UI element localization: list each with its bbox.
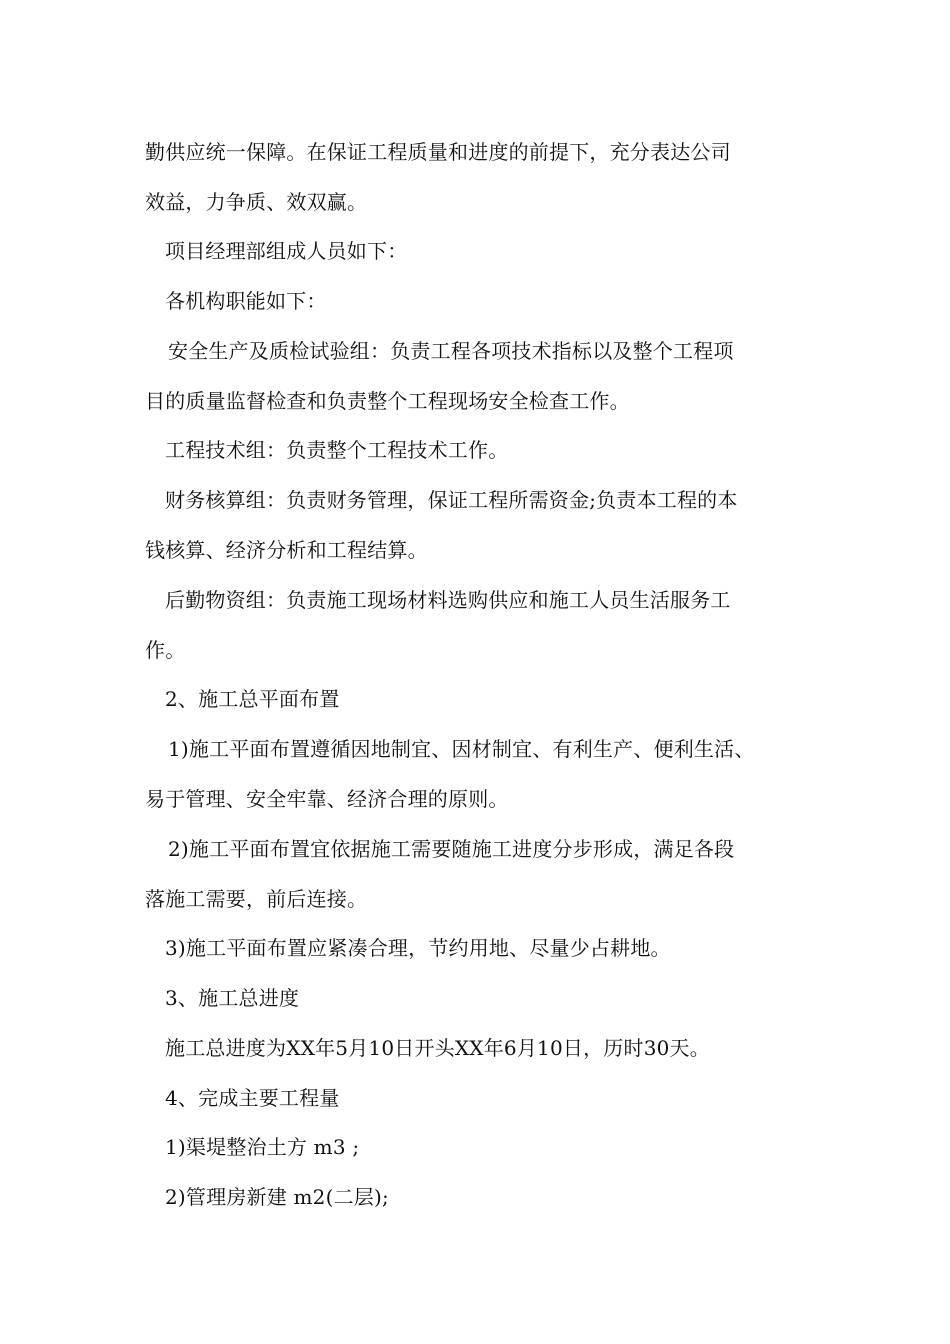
paragraph-line-8: 财务核算组：负责财务管理，保证工程所需资金;负责本工程的本: [165, 488, 738, 512]
paragraph-line-4: 各机构职能如下：: [165, 289, 327, 313]
section-heading-2: 2、施工总平面布置: [165, 687, 340, 711]
paragraph-line-17: 3)施工平面布置应紧凑合理，节约用地、尽量少占耕地。: [165, 936, 671, 960]
paragraph-line-15: 2)施工平面布置宜依据施工需要随施工进度分步形成，满足各段: [168, 837, 735, 861]
paragraph-line-5: 安全生产及质检试验组：负责工程各项技术指标以及整个工程项: [168, 339, 734, 363]
list-item-2: 2)管理房新建 m2(二层);: [165, 1185, 389, 1209]
paragraph-line-10: 后勤物资组：负责施工现场材料选购供应和施工人员生活服务工: [165, 588, 731, 612]
paragraph-line-11: 作。: [145, 638, 186, 662]
paragraph-line-19: 施工总进度为XX年5月10日开头XX年6月10日，历时30天。: [165, 1036, 710, 1060]
paragraph-line-2: 效益，力争质、效双赢。: [145, 190, 368, 214]
paragraph-line-7: 工程技术组：负责整个工程技术工作。: [165, 438, 509, 462]
paragraph-line-1: 勤供应统一保障。在保证工程质量和进度的前提下，充分表达公司: [145, 140, 731, 164]
list-item-1: 1)渠堤整治土方 m3 ;: [165, 1135, 360, 1159]
section-heading-3: 3、施工总进度: [165, 986, 300, 1010]
section-heading-4: 4、完成主要工程量: [165, 1086, 340, 1110]
paragraph-line-16: 落施工需要，前后连接。: [145, 887, 368, 911]
paragraph-line-6: 目的质量监督检查和负责整个工程现场安全检查工作。: [145, 389, 630, 413]
paragraph-line-9: 钱核算、经济分析和工程结算。: [145, 538, 428, 562]
paragraph-line-3: 项目经理部组成人员如下：: [165, 239, 408, 263]
paragraph-line-14: 易于管理、安全牢靠、经济合理的原则。: [145, 787, 509, 811]
paragraph-line-13: 1)施工平面布置遵循因地制宜、因材制宜、有利生产、便利生活、: [168, 737, 755, 761]
